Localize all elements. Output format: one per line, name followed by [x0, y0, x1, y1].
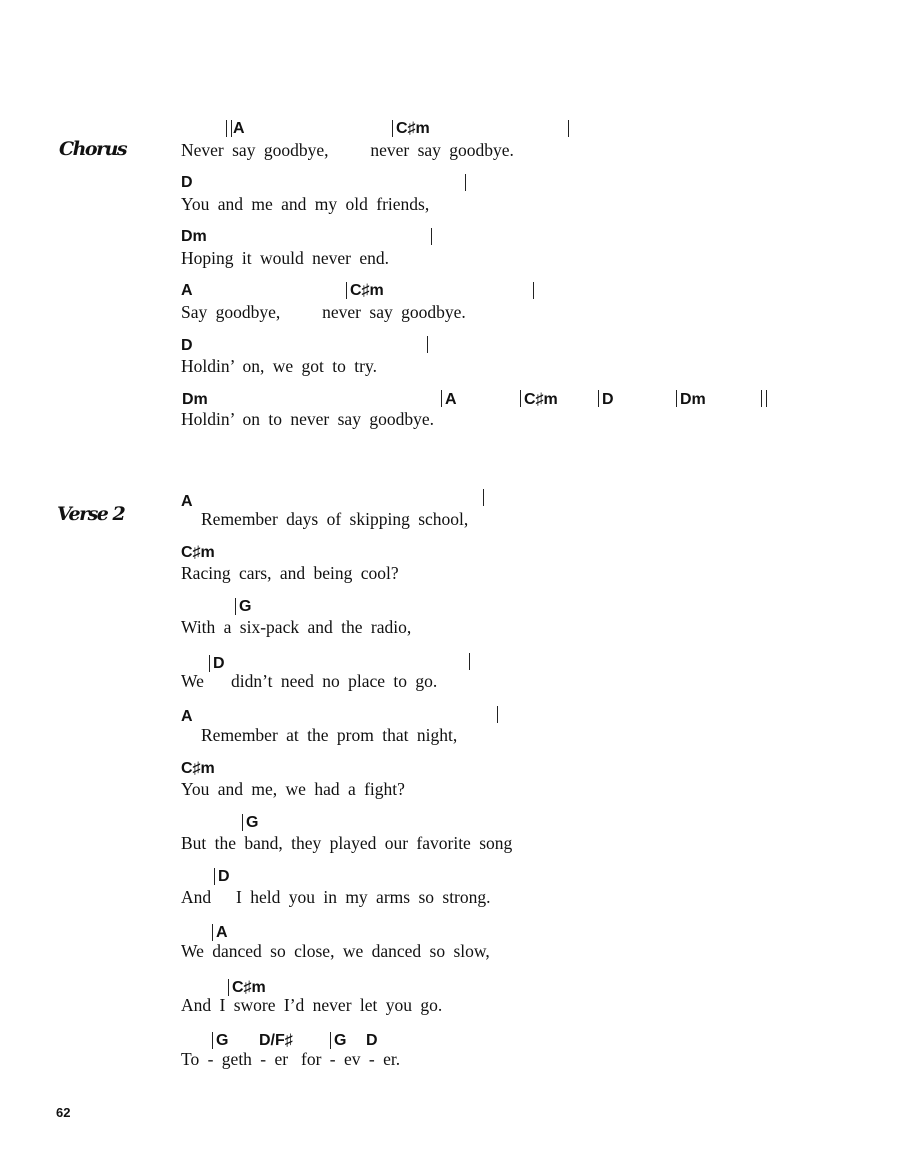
lyric-text: Remember days of skipping school,: [201, 509, 469, 529]
lyric-text: And: [181, 887, 212, 907]
barline: [228, 979, 229, 996]
barline: [676, 390, 677, 407]
double-barline: [226, 120, 232, 137]
barline: [235, 598, 236, 615]
lyric-text: And I swore I’d never let you go.: [181, 995, 443, 1015]
lyric-text: didn’t need no place to go.: [231, 671, 438, 691]
chord-symbol: D: [181, 337, 193, 354]
chord-symbol: G: [246, 814, 259, 831]
barline: [469, 653, 470, 670]
lyric-line: [0, 335, 900, 389]
lyric-line: [0, 651, 900, 705]
chord-symbol: G: [216, 1032, 229, 1049]
chord-symbol: D/F♯: [259, 1032, 293, 1049]
barline: [214, 868, 215, 885]
chord-symbol: C♯m: [232, 979, 266, 996]
lyric-text: I held you in my arms so strong.: [236, 887, 491, 907]
chord-symbol: A: [216, 924, 228, 941]
chord-symbol: A: [181, 708, 193, 725]
chord-symbol: C♯m: [181, 544, 215, 561]
lyric-text: But the band, they played our favorite song: [181, 833, 513, 853]
lyric-text: Hoping it would never end.: [181, 248, 389, 268]
barline: [520, 390, 521, 407]
chord-symbol: D: [602, 391, 614, 408]
chord-symbol: A: [233, 120, 245, 137]
lyric-line: [0, 118, 900, 172]
barline: [483, 489, 484, 506]
lyric-text: We: [181, 671, 204, 691]
chord-symbol: A: [445, 391, 457, 408]
lyric-line: [0, 812, 900, 866]
lyric-line: [0, 172, 900, 226]
chord-symbol: G: [334, 1032, 347, 1049]
lyric-line: [0, 596, 900, 650]
chord-symbol: Dm: [182, 391, 208, 408]
chord-symbol: C♯m: [524, 391, 558, 408]
chord-symbol: D: [366, 1032, 378, 1049]
chord-symbol: C♯m: [396, 120, 430, 137]
lyric-text: To - geth - er: [181, 1049, 289, 1069]
chord-symbol: Dm: [181, 228, 207, 245]
chord-symbol: Dm: [680, 391, 706, 408]
chord-symbol: A: [181, 493, 193, 510]
barline: [209, 655, 210, 672]
chord-symbol: D: [218, 868, 230, 885]
section-label-verse-2: Verse 2: [57, 503, 125, 525]
barline: [465, 174, 466, 191]
chord-symbol: G: [239, 598, 252, 615]
lyric-text: Racing cars, and being cool?: [181, 563, 399, 583]
lyric-line: [0, 758, 900, 812]
barline: [598, 390, 599, 407]
lyric-text: Holdin’ on to never say goodbye.: [181, 409, 434, 429]
lyric-text: for - ev - er.: [301, 1049, 401, 1069]
barline: [392, 120, 393, 137]
barline: [330, 1032, 331, 1049]
lyric-line: [0, 389, 900, 443]
barline: [242, 814, 243, 831]
double-barline: [761, 390, 767, 407]
page-number: 62: [56, 1105, 71, 1120]
chord-symbol: C♯m: [181, 760, 215, 777]
chord-symbol: D: [181, 174, 193, 191]
lyric-line: [0, 280, 900, 334]
barline: [441, 390, 442, 407]
barline: [568, 120, 569, 137]
lyric-text: You and me and my old friends,: [181, 194, 430, 214]
lyric-text: We danced so close, we danced so slow,: [181, 941, 490, 961]
chord-symbol: C♯m: [350, 282, 384, 299]
lyric-text: You and me, we had a fight?: [181, 779, 405, 799]
lyric-text: Remember at the prom that night,: [201, 725, 458, 745]
lyric-line: [0, 488, 900, 542]
chord-symbol: A: [181, 282, 193, 299]
lyric-text: With a six-pack and the radio,: [181, 617, 412, 637]
lyric-text: Holdin’ on, we got to try.: [181, 356, 377, 376]
barline: [346, 282, 347, 299]
barline: [212, 1032, 213, 1049]
barline: [533, 282, 534, 299]
lyric-line: [0, 704, 900, 758]
lyric-text: Say goodbye, never say goodbye.: [181, 302, 466, 322]
barline: [497, 706, 498, 723]
lyric-text: Never say goodbye, never say goodbye.: [181, 140, 514, 160]
lyric-line: [0, 975, 900, 1029]
lyric-line: [0, 866, 900, 920]
lyric-line: [0, 226, 900, 280]
chord-symbol: D: [213, 655, 225, 672]
lyric-line: [0, 1029, 900, 1083]
barline: [431, 228, 432, 245]
lyric-line: [0, 920, 900, 974]
section-label-chorus: Chorus: [59, 138, 127, 160]
barline: [427, 336, 428, 353]
barline: [212, 924, 213, 941]
lyric-line: [0, 542, 900, 596]
